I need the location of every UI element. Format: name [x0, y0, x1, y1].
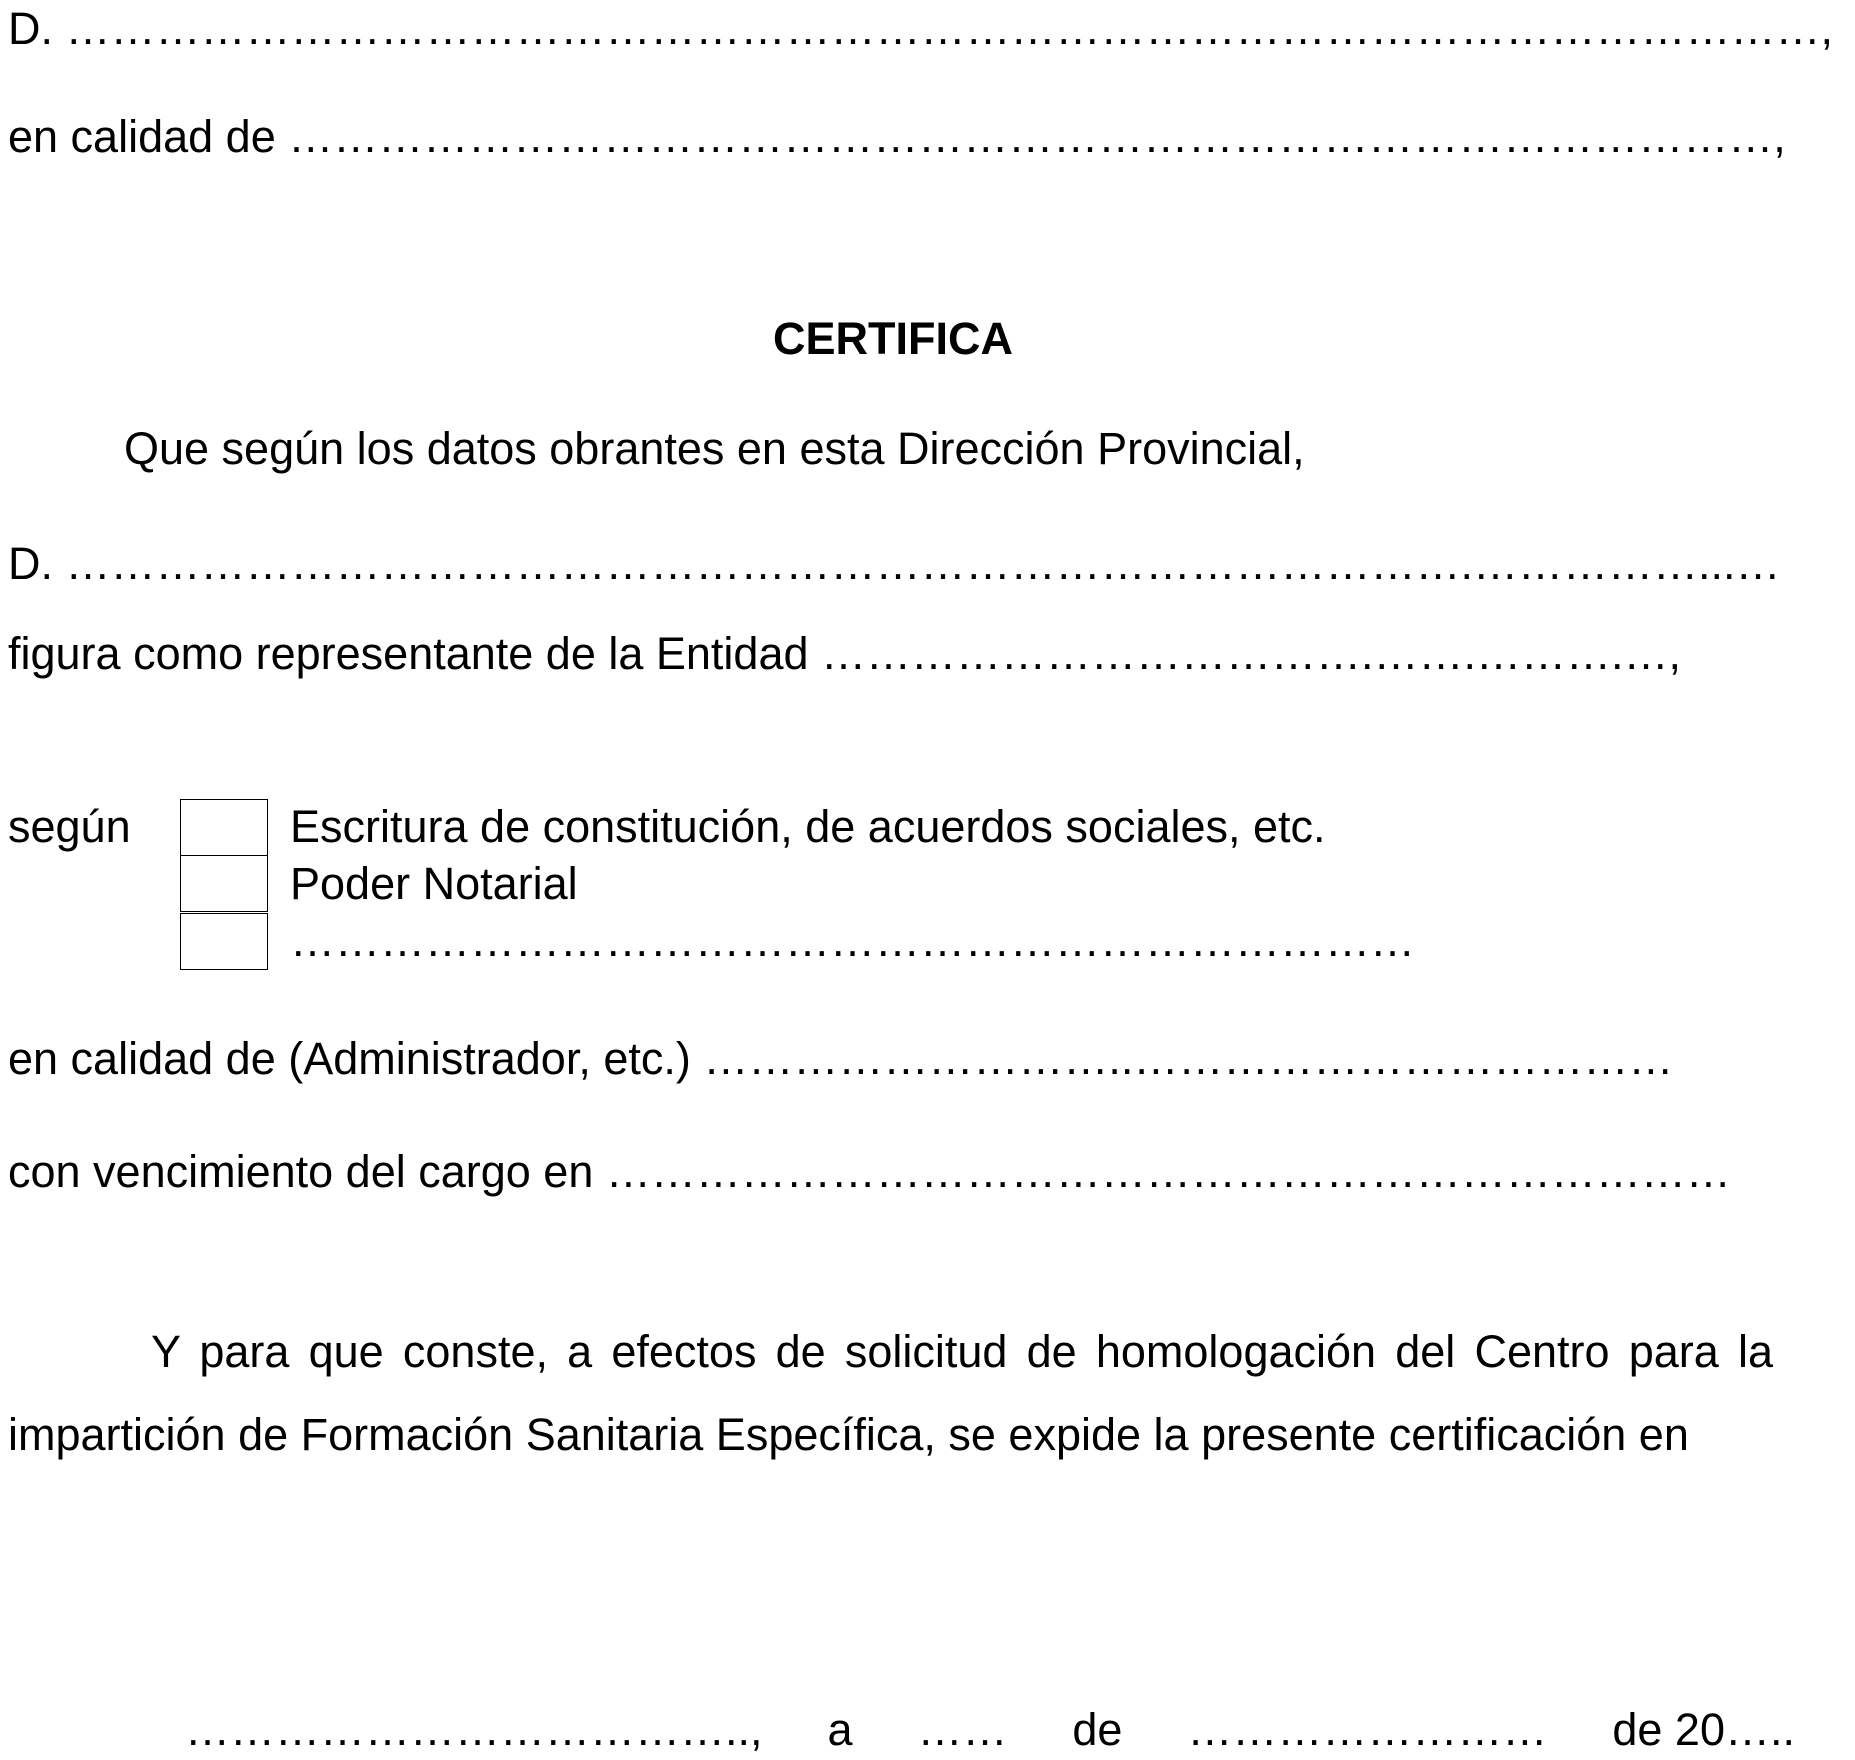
de-word: de — [1072, 1704, 1123, 1755]
day-blank: …… — [917, 1704, 1008, 1755]
checkbox-poder-notarial[interactable] — [180, 855, 268, 912]
option-otro-label: ………………………………………………………………… — [290, 915, 1415, 966]
checkbox-otro[interactable] — [180, 913, 268, 970]
document-title: CERTIFICA — [773, 313, 1013, 364]
holder-role-line: en calidad de ………………………………………………………………………………………, — [8, 111, 1786, 162]
option-poder-notarial-label: Poder Notarial — [290, 858, 578, 909]
holder-name-line: D. ………………………………………………………………………………………………………, — [8, 3, 1834, 54]
expiry-line: con vencimiento del cargo en ………………………………………………………………… — [8, 1146, 1731, 1197]
entity-line: figura como representante de la Entidad ……………………………….…….……….…, — [8, 628, 1682, 679]
intro-text: Que según los datos obrantes en esta Dirección Provincial, — [124, 423, 1305, 474]
year-blank: de 20….. — [1612, 1704, 1795, 1755]
representative-name-line: D. ………………………………………………………………………………….……………...… — [8, 538, 1781, 589]
option-escritura-label: Escritura de constitución, de acuerdos sociales, etc. — [290, 801, 1326, 852]
month-blank: …………………… — [1187, 1704, 1548, 1755]
segun-label: según — [8, 801, 131, 852]
checkbox-escritura[interactable] — [180, 799, 268, 856]
role-line: en calidad de (Administrador, etc.) ………………………..……………………………… — [8, 1033, 1674, 1084]
place-blank: ……………………………….., — [185, 1704, 763, 1755]
a-word: a — [827, 1704, 853, 1755]
closing-text: Y para que conste, a efectos de solicitud de homologación del Centro para la impartición de Formación Sanitaria Específica, se expide la presente certificación en — [8, 1326, 1773, 1460]
closing-paragraph — [8, 1310, 1773, 1476]
place-date-line — [185, 1703, 1795, 1757]
